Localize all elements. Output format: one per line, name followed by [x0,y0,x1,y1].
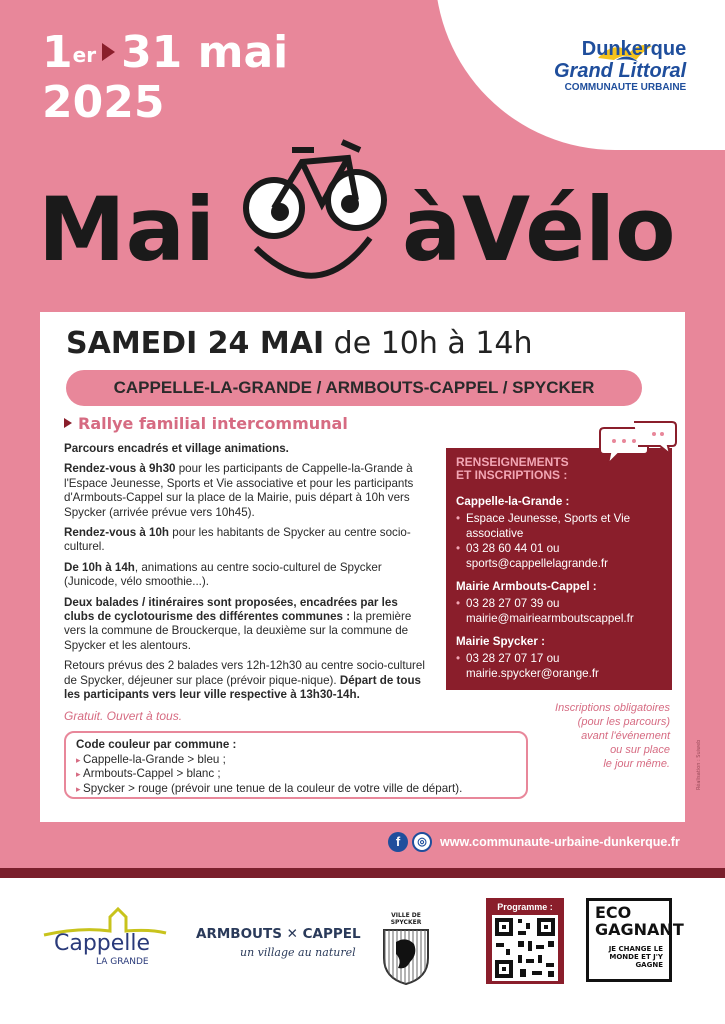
event-dates: 1er 31 mai 2025 [42,27,289,128]
registration-note: Inscriptions obligatoires (pour les parcours) avant l'événement ou sur place le jour même. [555,702,670,770]
title-word-a: à [402,178,462,281]
speech-bubbles-icon [598,420,678,470]
eco-gagnant-logo: ECO GAGNANT JE CHANGE LE MONDE ET J'Y GAGNE [586,898,672,982]
program-text: Parcours encadrés et village animations. Rendez-vous à 9h30 pour les participants de Cappelle-la-Grande à l'Espace Jeunesse, Sports et Vie associative et pour les participants d'Armbouts-Cappel sur la place de la Mairie, puis départ à 10h vers Spycker (arrivée prévue vers 10h45). Rendez-vous à 10h pour les habitants de Spycker au centre socio-culturel. De 10h à 14h, animations au centre socio-culturel de Spycker (Junicode, vélo smoothie...). Deux balades / itinéraires sont proposées, encadrées par les clubs de cyclotourisme des différentes communes : la première vers la commune de Brouckerque, la deuxième sur la commune de Spycker et les alentours. Retours prévus des 2 balades vers 12h-12h30 au centre socio-culturel de Spycker, déjeuner sur place (prévoir pique-nique). Départ de tous les participants vers leur ville respective à 13h30-14h. [64,442,425,702]
list-item: ▸ Cappelle-la-Grande > bleu ; [76,753,516,768]
towns-banner: CAPPELLE-LA-GRANDE / ARMBOUTS-CAPPEL / SPYCKER [66,370,642,406]
armbouts-cappel-logo: ARMBOUTS ✕ CAPPEL un village au naturel [196,926,361,959]
website-line [388,832,680,852]
cappelle-logo: Cappelle LA GRANDE [40,905,170,975]
rallye-heading: Rallye familial intercommunal [64,414,348,433]
dunkerque-logo: Dunkerque Grand Littoral COMMUNAUTE URBAINE [554,38,687,93]
title-word-mai: Mai [38,178,216,281]
list-item: ▸ Spycker > rouge (prévoir une tenue de la couleur de votre ville de départ). [76,782,516,797]
facebook-icon[interactable]: f [388,832,408,852]
program-qr-code[interactable]: Programme : [486,898,564,984]
title-word-velo: Vélo [462,178,676,281]
website-link[interactable]: www.communaute-urbaine-dunkerque.fr [440,835,680,849]
mai-a-velo-title [30,120,710,320]
credit-text: Réalisation : Suiweb [696,739,702,790]
qr-code-icon [492,915,558,981]
spycker-shield-icon [380,928,432,986]
arrow-icon [64,418,72,428]
footer-band [0,868,725,878]
free-notice: Gratuit. Ouvert à tous. [64,709,183,723]
instagram-icon[interactable]: ◎ [412,832,432,852]
spycker-logo: VILLE DE SPYCKER [380,912,432,982]
bicycle-face-icon [246,142,384,276]
event-date-heading: SAMEDI 24 MAI de 10h à 14h [66,326,533,361]
arrow-icon [102,43,115,61]
list-item: ▸ Armbouts-Cappel > blanc ; [76,767,516,782]
info-box: RENSEIGNEMENTS ET INSCRIPTIONS : Cappelle-la-Grande : • Espace Jeunesse, Sports et Vie associative • 03 28 60 44 01 ou sports@cappellelagrande.fr Mairie Armbouts-Cappel : • 03 28 27 07 39 ou mairie@mairiearmboutscappel.fr Mairie Spycker : • 03 28 27 07 17 ou mairie.spycker@orange.fr [446,448,672,690]
color-code-box: Code couleur par commune : ▸ Cappelle-la-Grande > bleu ; ▸ Armbouts-Cappel > blanc ; ▸ Spycker > rouge (prévoir une tenue de la couleur de votre ville de départ). [64,731,528,799]
